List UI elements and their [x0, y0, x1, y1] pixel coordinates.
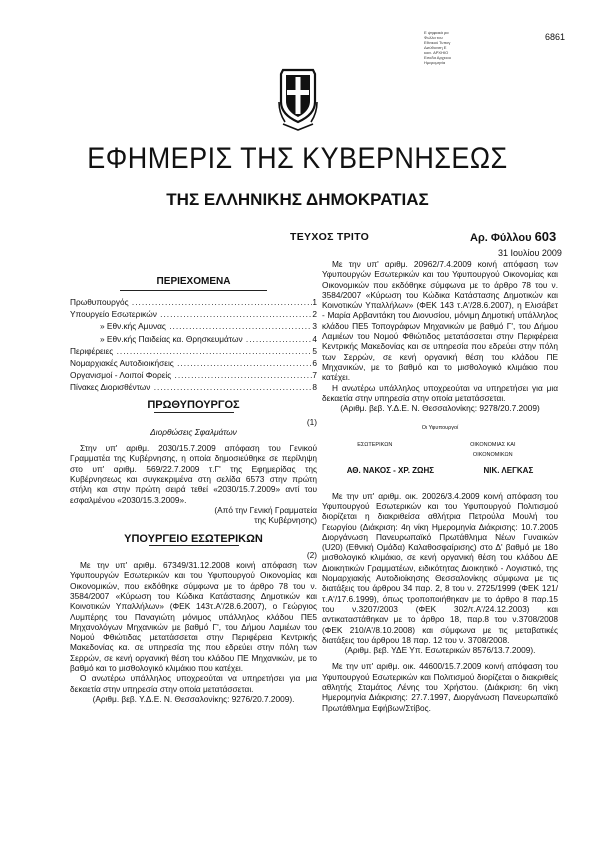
section-rule — [149, 545, 239, 546]
issue-type: ΤΕΥΧΟΣ ΤΡΙΤΟ — [290, 231, 370, 243]
decision-number: (1) — [306, 416, 317, 427]
toc-page: 5 — [312, 345, 317, 356]
toc-page: 2 — [312, 309, 317, 320]
signatory-name: ΑΘ. ΝΑΚΟΣ - ΧΡ. ΖΩΗΣ — [346, 466, 435, 476]
decision-number: (2) — [306, 549, 317, 560]
digital-signature-stamp — [424, 30, 486, 65]
toc-item[interactable] — [70, 321, 317, 331]
toc-page: 8 — [312, 381, 317, 392]
signatory-title: ΕΣΩΤΕΡΙΚΩΝ — [357, 441, 393, 448]
left-column — [70, 277, 317, 704]
toc-label: Πίνακες Διορισθέντων ..... — [70, 382, 312, 392]
verification-ref: (Αριθμ. βεβ. ΥΔΕ Υπ. Εσωτερικών 8576/13.7.2009). — [344, 645, 536, 656]
toc-item[interactable] — [70, 382, 317, 392]
stamp-line: κοιν. ΑΡΧΗΙΟ — [424, 50, 449, 55]
sheet-number — [470, 229, 556, 244]
toc-page: 1 — [312, 297, 317, 308]
gazette-subtitle: ΤΗΣ ΕΛΛΗΝΙΚΗΣ ΔΗΜΟΚΡΑΤΙΑΣ — [166, 190, 429, 209]
toc-label: Περιφέρειες ..... — [70, 346, 312, 356]
toc-item[interactable] — [70, 358, 317, 368]
contents-rule — [120, 290, 267, 291]
toc-item[interactable] — [70, 297, 317, 307]
right-column — [322, 259, 558, 713]
stamp-line: Ημερομηνία — [424, 60, 446, 65]
toc-label: Πρωθυπουργός ..... — [70, 297, 312, 307]
toc-page: 3 — [312, 321, 317, 332]
toc-item[interactable] — [70, 334, 317, 344]
contents-heading: ΠΕΡΙΕΧΟΜΕΝΑ — [156, 276, 231, 287]
verification-ref: (Αριθμ. βεβ. Υ.Δ.Ε. Ν. Θεσσαλονίκης: 9278/20.7.2009) — [340, 403, 540, 414]
signatory-title: ΟΙΚΟΝΟΜΙΑΣ ΚΑΙ ΟΙΚΟΝΟΜΙΚΩΝ — [470, 441, 516, 459]
decision-paragraph: Με την υπ' αριθμ. 20962/7.4.2009 κοινή απόφαση των Υφυπουργών Εσωτερικών και του Υφυπουργού Οικονομίας και Οικονομικών που εκδόθηκε σύμφωνα με το άρθρο 78 του ν. 3584/2007 «Κύρωση του Κώδικα Κατάστασης Δημοτικών και Κοινοτικών Υπαλλήλων» (ΦΕΚ 143 τ.Α'/28.6.2007), η Ελισάβετ - Μαρία Αρβανιτάκη του Διονυσίου, μόνιμη Δημοτική υπάλληλος κλάδου ΠΕ5 Τοπογράφων Μηχανικών με βαθμό Γ', του Δήμου Λαμιέων του Νομού Φθιώτιδος μετατάσσεται στην Περιφέρεια Κεντρικής Μακεδονίας και σε υπηρεσία που εδρεύει στην πόλη των Σερρών, σε κενή οργανική θέση του κλάδου ΠΕ Μηχανικών, με το βαθμό και το μισθολογικό κλιμάκιο που κατέχει. — [322, 259, 558, 383]
decision-signature: της Κυβέρνησης) — [254, 515, 317, 526]
toc-item[interactable] — [70, 309, 317, 319]
toc-label: Νομαρχιακές Αυτοδιοικήσεις ..... — [70, 358, 312, 368]
gazette-title: ΕΦΗΜΕΡΙΣ ΤΗΣ ΚΥΒΕΡΝΗΣΕΩΣ — [87, 142, 508, 175]
decision-paragraph: Με την υπ' αριθμ. οικ. 44600/15.7.2009 κοινή απόφαση του Υφυπουργού Εσωτερικών και Πολιτισμού διορίζεται ο διακριθείς αθλητής Σταμάτος Λένης του Χρήστου. (Διάκριση: 6η νίκη Ημερομηνία Διάκρισης: 27.7.1997, Διοργάνωση Πανευρωπαϊκό Πρωτάθλημα Εφήβων/Στίβος. — [322, 661, 558, 713]
stamp-line: Διεύθυνση Ε — [424, 45, 447, 50]
stamp-line: Εσοδα Αρχειου — [424, 55, 451, 60]
sheet-value: 603 — [534, 229, 557, 244]
stamp-line: Φυλλα του — [424, 35, 443, 40]
toc-page: 6 — [312, 357, 317, 368]
decision-paragraph: Στην υπ' αριθμ. 2030/15.7.2009 απόφαση του Γενικού Γραμματέα της Κυβέρνησης, η οποία δημοσιεύθηκε σε περίληψη στο υπ' αριθμ. 569/22.7.2009 τ.Γ' της Εφημερίδας της Κυβέρνησεως και συγκεκριμένα στη σελίδα 6573 στην πρώτη στήλη και στην πρώτη σειρά τεθεί «2030/15.7.2009» αντί του εσφαλμένου «2030/15.3.2009». — [70, 443, 317, 505]
signatories-heading: Οι Υφυπουργοί — [421, 425, 459, 432]
signatory-name: ΝΙΚ. ΛΕΓΚΑΣ — [483, 466, 534, 476]
stamp-line: Εθνικού Τυπογ — [424, 40, 451, 45]
toc-label: » Εθν.κής Αμυνας ..... — [100, 321, 312, 331]
decision-subtitle: Διορθώσεις Σφαλμάτων — [150, 426, 237, 437]
section-heading-interior: ΥΠΟΥΡΓΕΙΟ ΕΣΩΤΕΡΙΚΩΝ — [124, 532, 263, 545]
decision-paragraph: Η ανωτέρω υπάλληλος υποχρεούται να υπηρετήσει για μια δεκαετία στην υπηρεσία στην οποία μετατάσσεται. — [322, 382, 558, 403]
decision-paragraph: Ο ανωτέρω υπάλληλος υποχρεούται να υπηρετήσει για μια δεκαετία στην υπηρεσία στην οποία μετατάσσεται. — [70, 673, 317, 694]
toc-label: » Εθν.κής Παιδείας κα. Θρησκευμάτων ..... — [100, 334, 312, 344]
page-number: 6861 — [545, 32, 566, 42]
decision-paragraph: Με την υπ' αριθμ. 67349/31.12.2008 κοινή απόφαση των Υφυπουργών Εσωτερικών και του Υφυπουργού Οικονομίας και Οικονομικών, που εκδόθηκε σύμφωνα με το άρθρο 78 του ν. 3584/2007 «Κύρωση του Κώδικα Κατάστασης Δημοτικών και Κοινοτικών Υπαλλήλων» (ΦΕΚ 143τ.Α'/28.6.2007), ο Γεώργιος Λυμπέρης του Παναγιώτη μόνιμος υπάλληλος κλάδου ΠΕ5 Μηχανολόγων Μηχανικών με βαθμό Γ', του Δήμου Λαμιέων του Νομού Φθιώτιδας μετατάσσεται στην Περιφέρεια Κεντρικής Μακεδονίας κα. σε υπηρεσία της που εδρεύει στην πόλη των Σερρών, σε κενή οργανική θέση του κλάδου ΠΕ Μηχανικών, με το βαθμό και το μισθολογικό κλιμάκιο που κατέχει. — [70, 560, 317, 674]
signatories-names — [322, 466, 558, 476]
decision-paragraph: Με την υπ' αριθμ. οικ. 20026/3.4.2009 κοινή απόφαση του Υφυπουργού Εσωτερικών και του Υφυπουργού Πολιτισμού διορίζεται η διακριθείσα αθλήτρια Πετρούλα Μουλή του Γεωργίου (Διάκριση: 4η νίκη Ημερομηνία Διάκρισης: 10.7.2005 Διοργάνωση Πανευρωπαϊκό Πρωτάθλημα Νέων Γυναικών (U20) (Εθνική Ομάδα) Καλαθοσφαίρισης) στο Δ' βαθμό με 18ο μισθολογικό κλιμάκιο, σε κενή οργανική θέση του κλάδου ΔΕ Διοικητικών Γραμματέων, ειδικότητας Διοικητικό - Λογιστικό, της Νομαρχιακής Αυτοδιοίκησης Θεσσαλονίκης σύμφωνα με τις διατάξεις του άρθρου 34 παρ. 2, 8 του ν. 2725/1999 (ΦΕΚ 121/τ.Α'/17.6.1999), όπως τροποποιήθηκαν με το άρθρο 8 παρ.15 του ν.3207/2003 (ΦΕΚ 302/τ.Α'/24.12.2003) και αντικαταστάθηκαν με το άρθρο 18, παρ.8 του ν.3708/2008 (ΦΕΚ 210/Α'/8.10.2008) και σύμφωνα με τις μεταβατικές διατάξεις του άρθρου 18 παρ. 12 του ν. 3708/2008. — [322, 490, 558, 645]
toc-label: Υπουργείο Εσωτερικών ..... — [70, 309, 312, 319]
toc-item[interactable] — [70, 346, 317, 356]
toc-page: 7 — [312, 369, 317, 380]
stamp-line: Ε ψηφιακά ρα — [424, 30, 449, 35]
issue-date: 31 Ιουλίου 2009 — [498, 248, 562, 258]
sheet-label: Αρ. Φύλλου — [470, 232, 532, 244]
toc-label: Οργανισμοί - Λοιποί Φορείς ..... — [70, 370, 312, 380]
toc-item[interactable] — [70, 370, 317, 380]
signatories-titles — [322, 440, 558, 461]
section-rule — [154, 412, 234, 413]
verification-ref: (Αριθμ. βεβ. Υ.Δ.Ε. Ν. Θεσσαλονίκης: 9276/20.7.2009). — [92, 693, 295, 704]
section-heading-pm: ΠΡΩΘΥΠΟΥΡΓΟΣ — [147, 399, 240, 412]
toc-page: 4 — [312, 333, 317, 344]
decision-signature: (Από την Γενική Γραμματεία — [214, 504, 317, 515]
greek-coat-of-arms-icon — [277, 66, 319, 132]
